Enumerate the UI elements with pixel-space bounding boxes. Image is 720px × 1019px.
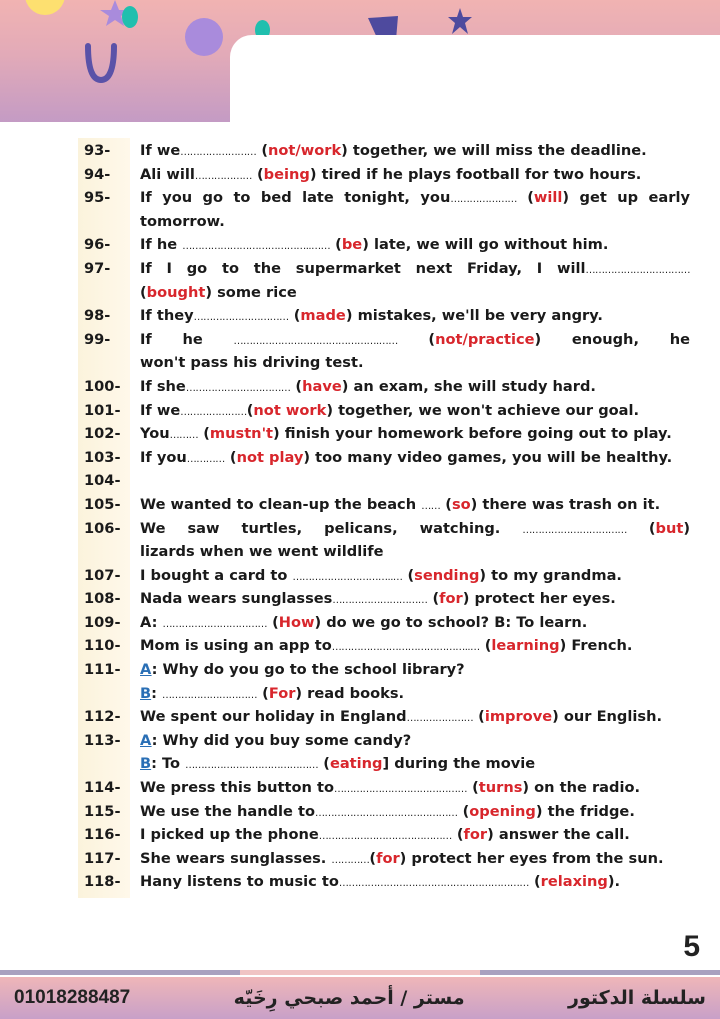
- sentence-text: (: [451, 826, 464, 844]
- item-text: [140, 611, 690, 635]
- sentence-text: : Why do you go to the school library?: [151, 661, 465, 679]
- sentence-text: (: [369, 849, 377, 867]
- speaker-label: A: [140, 661, 152, 679]
- hint-word: not/work: [268, 142, 342, 159]
- sentence-text: ) an exam, she will study hard.: [341, 377, 596, 395]
- item-text: [140, 233, 690, 257]
- sentence-text: tomorrow.: [140, 212, 225, 230]
- exercise-item: [84, 776, 690, 800]
- item-number: [84, 210, 140, 234]
- sentence-text: ) too many video games, you will be healthy.: [303, 448, 673, 466]
- sentence-text: ) protect her eyes from the sun.: [399, 849, 664, 867]
- sentence-text: (: [473, 708, 485, 726]
- sentence-text: ) answer the call.: [487, 826, 630, 844]
- sentence-text: (: [198, 425, 210, 443]
- sentence-text: We use the handle to: [140, 802, 316, 820]
- sentence-text: ) tired if he plays football for two hours.: [309, 165, 642, 183]
- item-text: [140, 776, 690, 800]
- exercise-item: [84, 469, 690, 493]
- item-number: 113-: [84, 731, 121, 749]
- item-number: 101-: [84, 401, 121, 419]
- sentence-text: We saw turtles, pelicans, watching.: [140, 519, 523, 537]
- exercise-item: [84, 823, 690, 847]
- hint-word: be: [341, 236, 363, 254]
- exercise-item: [84, 493, 690, 517]
- sentence-text: ) read books.: [295, 684, 405, 702]
- exercise-item-continuation: [84, 540, 690, 564]
- footer-rule: [240, 970, 480, 975]
- footer-bar: [0, 977, 720, 1019]
- item-number: 102-: [84, 425, 121, 443]
- sentence-text: If he: [140, 236, 183, 254]
- exercise-item: [84, 233, 690, 257]
- sentence-text: (: [318, 755, 330, 773]
- exercise-item-continuation: [84, 281, 690, 305]
- item-text: [140, 304, 690, 328]
- answer-blank: …………………………: [162, 689, 258, 701]
- sentence-text: (: [251, 165, 264, 183]
- teal-oval-icon: [122, 6, 138, 28]
- item-number: 93-: [84, 142, 111, 159]
- exercise-item: [84, 186, 690, 210]
- item-number: 98-: [84, 307, 111, 325]
- footer-phone: 01018288487: [14, 987, 131, 1008]
- hint-word: not/practice: [435, 330, 535, 348]
- hint-word: for: [376, 849, 400, 867]
- sentence-text: ) protect her eyes.: [462, 590, 616, 608]
- item-text: [140, 752, 690, 776]
- sentence-text: We press this button to: [140, 779, 334, 797]
- exercise-item: [84, 800, 690, 824]
- hint-word: turns: [478, 779, 523, 797]
- item-number: 94-: [84, 165, 111, 183]
- sentence-text: (: [330, 236, 342, 254]
- sentence-text: If I go to the supermarket next Friday, I will: [140, 259, 586, 277]
- sentence-text: We wanted to clean-up the beach: [140, 495, 422, 513]
- answer-blank: ……………………: [180, 147, 257, 158]
- exercise-item: [84, 328, 690, 352]
- sentence-text: Mom is using an app to: [140, 637, 332, 655]
- item-number: 116-: [84, 826, 121, 844]
- item-number: [84, 281, 140, 305]
- item-text: [140, 564, 690, 588]
- sentence-text: (: [140, 283, 147, 301]
- sentence-text: Nada wears sunglasses: [140, 590, 333, 608]
- sentence-text: ) finish your homework before going out to play.: [273, 425, 672, 443]
- answer-blank: ……………………………: [185, 382, 291, 394]
- sentence-text: : Why did you buy some candy?: [151, 731, 412, 749]
- hint-word: improve: [484, 708, 553, 726]
- exercise-item: [84, 847, 690, 871]
- hint-word: relaxing: [540, 873, 608, 891]
- hint-word: How: [278, 613, 315, 631]
- exercise-item: [84, 422, 690, 446]
- answer-blank: ……………………………………: [318, 831, 452, 843]
- sentence-text: (: [290, 377, 303, 395]
- sentence-text: If you: [140, 448, 187, 466]
- exercise-item-continuation: [84, 351, 690, 375]
- item-text: [140, 446, 690, 470]
- sentence-text: ) our English.: [552, 708, 662, 726]
- sentence-text: ) together, we will miss the deadline.: [341, 142, 647, 159]
- item-number: 106-: [84, 519, 121, 537]
- exercise-item-continuation: [84, 682, 690, 706]
- exercise-item: [84, 729, 690, 753]
- hint-word: but: [655, 519, 684, 537]
- hint-word: for: [463, 826, 488, 844]
- item-text: [140, 682, 690, 706]
- sentence-text: (: [516, 189, 534, 207]
- item-number: [84, 540, 140, 564]
- sentence-text: Ali will: [140, 165, 195, 183]
- answer-blank: ………………………………………: [315, 807, 458, 819]
- item-text: [140, 847, 690, 871]
- sentence-text: : To: [151, 755, 186, 773]
- hint-word: not play: [236, 448, 304, 466]
- exercise-item-continuation: [84, 210, 690, 234]
- item-text: [140, 422, 690, 446]
- hint-word: opening: [469, 802, 536, 820]
- exercise-item: [84, 257, 690, 281]
- sentence-text: If we: [140, 401, 181, 419]
- sentence-text: ) late, we will go without him.: [362, 236, 609, 254]
- sentence-text: (: [457, 802, 470, 820]
- answer-blank: …………………: [450, 194, 517, 206]
- hint-word: sending: [414, 566, 480, 584]
- item-text: [140, 375, 690, 399]
- sentence-text: ) the fridge.: [535, 802, 635, 820]
- footer-author: مستر / أحمد صبحي رِخَيّه: [233, 987, 465, 1009]
- sentence-text: ) mistakes, we'll be very angry.: [345, 307, 603, 325]
- item-number: 99-: [84, 330, 111, 348]
- item-number: 112-: [84, 708, 121, 726]
- item-number: 118-: [84, 873, 121, 891]
- answer-blank: …………………: [406, 713, 474, 725]
- sentence-text: ): [683, 519, 690, 537]
- smile-arc-icon: [84, 42, 118, 84]
- sentence-text: (: [288, 307, 301, 325]
- answer-blank: ……: [421, 500, 441, 512]
- item-text: [140, 257, 690, 281]
- yellow-circle-icon: [25, 0, 65, 15]
- speaker-label: B: [140, 684, 152, 702]
- item-number: 97-: [84, 259, 111, 277]
- item-text: [140, 705, 690, 729]
- exercise-item: [84, 517, 690, 541]
- hint-word: made: [300, 307, 346, 325]
- item-text: [140, 540, 690, 564]
- hint-word: mustn't: [209, 425, 274, 443]
- answer-blank: ……………………………………: [333, 784, 467, 796]
- item-number: 103-: [84, 448, 121, 466]
- sentence-text: ) enough, he: [534, 330, 690, 348]
- sentence-text: ).: [607, 873, 621, 891]
- sentence-text: ] during the movie: [382, 755, 536, 773]
- sentence-text: If she: [140, 377, 186, 395]
- answer-blank: …………………………: [332, 595, 428, 607]
- page-number: 5: [683, 930, 700, 963]
- hint-word: eating: [329, 755, 383, 773]
- item-text: [140, 186, 690, 210]
- sentence-text: I bought a card to: [140, 566, 293, 584]
- item-text: [140, 328, 690, 352]
- item-number: 96-: [84, 236, 111, 254]
- footer-rule: [0, 970, 240, 975]
- item-number: 111-: [84, 661, 121, 679]
- hint-word: For: [268, 684, 296, 702]
- answer-blank: ……………………………: [522, 524, 627, 536]
- sentence-text: If they: [140, 307, 194, 325]
- sentence-text: (: [266, 613, 279, 631]
- item-text: [140, 139, 690, 163]
- item-number: 105-: [84, 495, 121, 513]
- sentence-text: ) on the radio.: [522, 779, 641, 797]
- item-text: [140, 658, 690, 682]
- item-number: 104-: [84, 472, 121, 490]
- exercise-item: [84, 611, 690, 635]
- sentence-text: (: [256, 142, 269, 159]
- exercise-item: [84, 564, 690, 588]
- sentence-text: (: [257, 684, 269, 702]
- hint-word: for: [439, 590, 463, 608]
- answer-blank: …………………………………..……: [182, 241, 331, 253]
- sentence-text: (: [626, 519, 656, 537]
- sentence-text: If you go to bed late tonight, you: [140, 189, 451, 207]
- sentence-text: We spent our holiday in England: [140, 708, 407, 726]
- item-number: 109-: [84, 613, 121, 631]
- sentence-text: I picked up the phone: [140, 826, 319, 844]
- sentence-text: :: [151, 684, 163, 702]
- exercise-item: [84, 163, 690, 187]
- sentence-text: (: [224, 448, 237, 466]
- exercise-item-continuation: [84, 752, 690, 776]
- item-number: 110-: [84, 637, 121, 655]
- sentence-text: (: [402, 566, 415, 584]
- answer-blank: ……………………………………: [185, 760, 319, 772]
- speaker-label: B: [140, 755, 152, 773]
- navy-star-icon: [448, 8, 472, 34]
- item-text: [140, 800, 690, 824]
- hint-word: have: [302, 377, 342, 395]
- answer-blank: ……………………………: [162, 618, 267, 630]
- item-text: [140, 399, 690, 423]
- sentence-text: ) together, we won't achieve our goal.: [326, 401, 640, 419]
- answer-blank: …………………………: [193, 312, 289, 324]
- item-text: [140, 870, 690, 894]
- sentence-text: You: [140, 425, 170, 443]
- header-white-card: [230, 35, 720, 135]
- sentence-text: A:: [140, 613, 163, 631]
- sentence-text: won't pass his driving test.: [140, 354, 364, 372]
- sentence-text: (: [246, 401, 254, 419]
- sentence-text: (: [427, 590, 440, 608]
- exercise-item: [84, 705, 690, 729]
- sentence-text: ) do we go to school? B: To learn.: [314, 613, 588, 631]
- sentence-text: (: [397, 330, 436, 348]
- sentence-text: ) French.: [559, 637, 633, 655]
- item-number: 95-: [84, 189, 111, 207]
- sentence-text: Hany listens to music to: [140, 873, 339, 891]
- sentence-text: If we: [140, 142, 181, 159]
- sentence-text: She wears sunglasses.: [140, 849, 332, 867]
- sentence-text: ) to my grandma.: [479, 566, 622, 584]
- item-number: [84, 752, 140, 776]
- answer-blank: …………………………..…: [292, 571, 403, 583]
- item-number: 117-: [84, 849, 121, 867]
- hint-word: so: [451, 495, 471, 513]
- exercise-item: [84, 658, 690, 682]
- answer-blank: ……………………………………….……: [233, 335, 398, 347]
- exercise-item: [84, 304, 690, 328]
- exercise-item: [84, 375, 690, 399]
- sentence-text: (: [440, 495, 452, 513]
- item-number: 115-: [84, 802, 121, 820]
- item-text: [140, 517, 690, 541]
- exercise-list: [84, 139, 690, 894]
- sentence-text: (: [479, 637, 492, 655]
- sentence-text: lizards when we went wildlife: [140, 543, 384, 561]
- item-text: [140, 634, 690, 658]
- item-text: [140, 281, 690, 305]
- exercise-item: [84, 587, 690, 611]
- answer-blank: …………………: [180, 406, 247, 418]
- footer-rule: [480, 970, 720, 975]
- footer-series: سلسلة الدكتور: [568, 987, 706, 1009]
- hint-word: learning: [491, 637, 560, 655]
- answer-blank: ……………………………………………………: [338, 878, 529, 890]
- answer-blank: ……………………………………..…: [331, 642, 480, 654]
- sentence-text: ) get up early: [562, 189, 690, 207]
- hint-word: will: [533, 189, 563, 207]
- sentence-text: (: [528, 873, 541, 891]
- item-number: [84, 351, 140, 375]
- item-number: 108-: [84, 590, 121, 608]
- sentence-text: ) there was trash on it.: [470, 495, 661, 513]
- sentence-text: (: [466, 779, 479, 797]
- answer-blank: ………………: [194, 170, 252, 182]
- hint-word: not work: [253, 401, 327, 419]
- item-text: [140, 210, 690, 234]
- sentence-text: ) some rice: [205, 283, 297, 301]
- item-text: [140, 823, 690, 847]
- exercise-item: [84, 870, 690, 894]
- exercise-item: [84, 399, 690, 423]
- item-text: [140, 729, 690, 753]
- exercise-item: [84, 139, 690, 163]
- answer-blank: ………: [169, 430, 199, 442]
- answer-blank: …………: [186, 453, 225, 465]
- item-text: [140, 163, 690, 187]
- item-text: [140, 587, 690, 611]
- purple-semicircle-icon: [185, 18, 223, 56]
- exercise-item: [84, 446, 690, 470]
- hint-word: bought: [146, 283, 206, 301]
- hint-word: being: [263, 165, 310, 183]
- item-text: [140, 351, 690, 375]
- sentence-text: If he: [140, 330, 234, 348]
- exercise-item: [84, 634, 690, 658]
- answer-blank: ……………………………: [585, 264, 690, 276]
- item-number: 107-: [84, 566, 121, 584]
- answer-blank: …………: [331, 854, 370, 866]
- item-number: 114-: [84, 779, 121, 797]
- item-text: [140, 493, 690, 517]
- item-number: 100-: [84, 377, 121, 395]
- item-number: [84, 682, 140, 706]
- speaker-label: A: [140, 731, 152, 749]
- item-text: [140, 469, 690, 493]
